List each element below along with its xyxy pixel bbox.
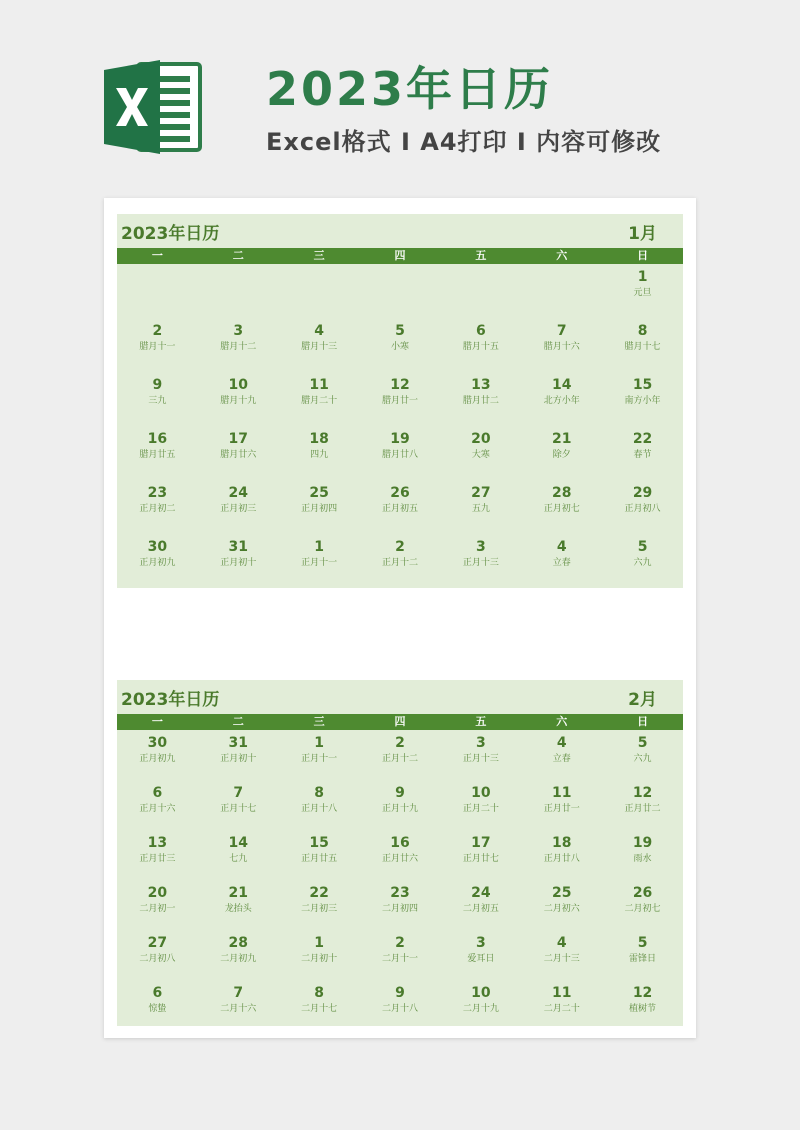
lunar-date: 正月廿二	[624, 804, 661, 814]
day-number: 10	[471, 985, 491, 1001]
weekday-label: 一	[151, 249, 163, 262]
lunar-date: 除夕	[552, 450, 571, 460]
lunar-date: 腊月十二	[220, 342, 257, 352]
day-number: 4	[556, 539, 567, 555]
lunar-date: 南方小年	[624, 396, 661, 406]
day-cell	[198, 430, 279, 484]
day-cell	[521, 984, 602, 1034]
day-cell	[198, 268, 279, 322]
page-subtitle: Excel格式 I A4打印 I 内容可修改	[266, 128, 662, 156]
day-cell	[117, 784, 198, 834]
day-number: 16	[390, 835, 410, 851]
day-cell	[602, 484, 683, 538]
day-number: 14	[228, 835, 249, 851]
day-cell	[279, 268, 360, 322]
day-cell	[360, 734, 441, 784]
day-cell	[360, 322, 441, 376]
day-cell	[440, 268, 521, 322]
weekday-label: 一	[151, 715, 163, 728]
day-cell	[279, 376, 360, 430]
lunar-date: 大寒	[471, 450, 490, 460]
day-number: 9	[395, 785, 405, 801]
lunar-date: 腊月十七	[624, 342, 661, 352]
day-number: 20	[147, 885, 168, 901]
day-number: 6	[152, 985, 163, 1001]
lunar-date: 二月初九	[220, 954, 257, 964]
day-cell	[198, 538, 279, 592]
day-cell	[117, 268, 198, 322]
day-number: 21	[228, 885, 249, 901]
day-number: 31	[228, 735, 249, 751]
lunar-date: 二月二十	[543, 1004, 580, 1014]
day-grid	[117, 264, 683, 592]
day-number: 12	[632, 985, 653, 1001]
lunar-date: 二月十九	[462, 1004, 499, 1014]
day-number: 9	[395, 985, 405, 1001]
calendar-title: 2023年日历	[121, 690, 220, 710]
day-cell	[360, 376, 441, 430]
day-number: 7	[233, 985, 244, 1001]
lunar-date: 二月十三	[543, 954, 580, 964]
day-number: 5	[637, 735, 648, 751]
weekday-header	[117, 714, 683, 730]
lunar-date: 正月十八	[301, 804, 338, 814]
day-cell	[117, 984, 198, 1034]
day-number: 2	[152, 323, 163, 339]
day-cell	[360, 430, 441, 484]
month-header	[117, 680, 683, 714]
lunar-date: 正月初十	[220, 754, 257, 764]
day-cell	[440, 322, 521, 376]
day-cell	[117, 884, 198, 934]
lunar-date: 正月廿一	[543, 804, 580, 814]
day-cell	[521, 376, 602, 430]
lunar-date: 雷锋日	[629, 954, 657, 964]
day-cell	[521, 834, 602, 884]
lunar-date: 三九	[148, 396, 167, 406]
lunar-date: 小寒	[390, 342, 409, 352]
lunar-date: 腊月廿六	[220, 450, 257, 460]
day-grid	[117, 730, 683, 1034]
lunar-date: 腊月廿一	[381, 396, 418, 406]
lunar-date: 龙抬头	[224, 904, 252, 914]
calendar-month	[117, 680, 683, 1026]
day-number: 8	[314, 985, 324, 1001]
lunar-date: 腊月廿二	[462, 396, 499, 406]
day-cell	[602, 268, 683, 322]
day-number: 26	[390, 485, 410, 501]
day-number: 20	[471, 431, 491, 447]
day-number: 11	[551, 785, 572, 801]
day-cell	[360, 784, 441, 834]
lunar-date: 正月廿七	[462, 854, 499, 864]
lunar-date: 元旦	[633, 288, 652, 298]
day-number: 26	[632, 885, 653, 901]
day-number: 30	[147, 539, 168, 555]
day-number: 18	[309, 431, 329, 447]
day-number: 24	[228, 485, 249, 501]
lunar-date: 正月十六	[139, 804, 176, 814]
lunar-date: 雨水	[633, 854, 652, 864]
lunar-date: 腊月廿五	[139, 450, 176, 460]
day-number: 28	[551, 485, 572, 501]
lunar-date: 立春	[552, 754, 571, 764]
day-number: 13	[147, 835, 168, 851]
day-number: 3	[475, 539, 486, 555]
lunar-date: 正月廿五	[301, 854, 338, 864]
lunar-date: 正月初五	[381, 504, 418, 514]
lunar-date: 二月初七	[624, 904, 661, 914]
lunar-date: 正月初九	[139, 754, 176, 764]
weekday-label: 三	[313, 715, 325, 728]
day-cell	[198, 484, 279, 538]
weekday-label: 日	[637, 249, 649, 262]
lunar-date: 五九	[471, 504, 490, 514]
day-cell	[198, 884, 279, 934]
day-cell	[360, 834, 441, 884]
day-number: 8	[637, 323, 648, 339]
day-number: 10	[228, 377, 249, 393]
day-number: 7	[233, 785, 244, 801]
lunar-date: 正月十三	[462, 754, 499, 764]
day-cell	[521, 484, 602, 538]
day-cell	[602, 984, 683, 1034]
weekday-label: 四	[394, 715, 406, 728]
day-cell	[440, 834, 521, 884]
day-cell	[602, 734, 683, 784]
lunar-date: 植树节	[629, 1004, 657, 1014]
day-number: 1	[314, 735, 324, 751]
lunar-date: 二月十七	[301, 1004, 338, 1014]
day-cell	[440, 734, 521, 784]
lunar-date: 腊月二十	[301, 396, 338, 406]
day-number: 11	[309, 377, 329, 393]
day-cell	[521, 934, 602, 984]
lunar-date: 立春	[552, 558, 571, 568]
lunar-date: 二月初三	[301, 904, 338, 914]
lunar-date: 正月十一	[301, 558, 338, 568]
day-cell	[117, 734, 198, 784]
excel-logo-icon	[104, 58, 204, 156]
day-number: 4	[314, 323, 324, 339]
weekday-label: 日	[637, 715, 649, 728]
lunar-date: 正月廿八	[543, 854, 580, 864]
day-cell	[279, 834, 360, 884]
day-cell	[602, 376, 683, 430]
day-cell	[440, 538, 521, 592]
calendar-title: 2023年日历	[121, 224, 220, 244]
day-number: 1	[637, 269, 648, 285]
weekday-label: 二	[232, 715, 244, 728]
day-cell	[521, 430, 602, 484]
day-cell	[198, 376, 279, 430]
day-number: 2	[395, 539, 405, 555]
day-cell	[521, 538, 602, 592]
day-cell	[279, 734, 360, 784]
day-cell	[602, 834, 683, 884]
day-number: 13	[471, 377, 491, 393]
day-number: 3	[233, 323, 244, 339]
day-cell	[117, 484, 198, 538]
day-cell	[198, 322, 279, 376]
day-cell	[521, 784, 602, 834]
lunar-date: 北方小年	[543, 396, 580, 406]
lunar-date: 二月十八	[381, 1004, 418, 1014]
day-cell	[602, 884, 683, 934]
day-cell	[440, 984, 521, 1034]
day-number: 31	[228, 539, 249, 555]
weekday-label: 四	[394, 249, 406, 262]
day-number: 10	[471, 785, 491, 801]
day-number: 24	[471, 885, 491, 901]
weekday-label: 三	[313, 249, 325, 262]
day-cell	[279, 484, 360, 538]
month-label: 2月	[628, 690, 657, 710]
lunar-date: 腊月十六	[543, 342, 580, 352]
day-number: 14	[551, 377, 572, 393]
lunar-date: 二月十六	[220, 1004, 257, 1014]
day-number: 12	[390, 377, 410, 393]
lunar-date: 六九	[633, 754, 652, 764]
day-number: 3	[475, 935, 486, 951]
day-cell	[602, 934, 683, 984]
day-number: 2	[395, 935, 405, 951]
day-cell	[279, 884, 360, 934]
lunar-date: 正月初七	[543, 504, 580, 514]
day-number: 8	[314, 785, 324, 801]
day-number: 1	[314, 539, 324, 555]
day-cell	[602, 430, 683, 484]
day-number: 3	[475, 735, 486, 751]
day-cell	[360, 884, 441, 934]
day-number: 25	[551, 885, 572, 901]
lunar-date: 六九	[633, 558, 652, 568]
lunar-date: 正月初八	[624, 504, 661, 514]
day-number: 27	[471, 485, 491, 501]
day-cell	[198, 984, 279, 1034]
lunar-date: 正月十三	[462, 558, 499, 568]
day-cell	[117, 430, 198, 484]
day-number: 1	[314, 935, 324, 951]
day-cell	[440, 430, 521, 484]
day-number: 5	[637, 539, 648, 555]
day-cell	[602, 538, 683, 592]
day-number: 23	[147, 485, 168, 501]
day-cell	[279, 934, 360, 984]
day-number: 4	[556, 735, 567, 751]
lunar-date: 正月初三	[220, 504, 257, 514]
day-number: 30	[147, 735, 168, 751]
day-cell	[117, 834, 198, 884]
lunar-date: 腊月十一	[139, 342, 176, 352]
day-number: 19	[390, 431, 410, 447]
day-number: 6	[152, 785, 163, 801]
day-number: 6	[475, 323, 486, 339]
day-cell	[440, 784, 521, 834]
lunar-date: 爱耳日	[467, 954, 495, 964]
lunar-date: 二月初八	[139, 954, 176, 964]
day-cell	[602, 784, 683, 834]
lunar-date: 二月初五	[462, 904, 499, 914]
day-cell	[440, 484, 521, 538]
day-number: 2	[395, 735, 405, 751]
lunar-date: 七九	[229, 854, 248, 864]
weekday-label: 五	[475, 249, 487, 262]
day-cell	[198, 934, 279, 984]
day-cell	[521, 734, 602, 784]
lunar-date: 正月初四	[301, 504, 338, 514]
day-cell	[117, 376, 198, 430]
day-number: 9	[152, 377, 163, 393]
day-number: 23	[390, 885, 410, 901]
day-cell	[279, 538, 360, 592]
lunar-date: 惊蛰	[148, 1004, 167, 1014]
day-cell	[360, 984, 441, 1034]
day-cell	[198, 834, 279, 884]
calendar-sheet	[104, 198, 696, 1038]
weekday-label: 五	[475, 715, 487, 728]
day-number: 17	[228, 431, 249, 447]
day-number: 7	[556, 323, 567, 339]
day-cell	[117, 934, 198, 984]
day-cell	[440, 934, 521, 984]
day-cell	[198, 734, 279, 784]
day-number: 15	[632, 377, 653, 393]
day-number: 19	[632, 835, 653, 851]
lunar-date: 二月初四	[381, 904, 418, 914]
day-cell	[360, 934, 441, 984]
day-cell	[521, 322, 602, 376]
day-cell	[440, 376, 521, 430]
day-cell	[279, 784, 360, 834]
lunar-date: 正月初九	[139, 558, 176, 568]
lunar-date: 四九	[310, 450, 329, 460]
day-number: 4	[556, 935, 567, 951]
day-cell	[117, 538, 198, 592]
day-number: 25	[309, 485, 329, 501]
lunar-date: 正月十一	[301, 754, 338, 764]
weekday-label: 六	[556, 249, 568, 262]
day-cell	[440, 884, 521, 934]
day-cell	[117, 322, 198, 376]
day-cell	[602, 322, 683, 376]
page-title: 2023年日历	[266, 62, 554, 116]
lunar-date: 二月初一	[139, 904, 176, 914]
day-number: 21	[551, 431, 572, 447]
lunar-date: 正月初十	[220, 558, 257, 568]
lunar-date: 二月初十	[301, 954, 338, 964]
day-number: 15	[309, 835, 329, 851]
lunar-date: 二月初六	[543, 904, 580, 914]
day-number: 5	[395, 323, 405, 339]
month-label: 1月	[628, 224, 657, 244]
lunar-date: 正月初二	[139, 504, 176, 514]
day-cell	[360, 484, 441, 538]
weekday-label: 六	[556, 715, 568, 728]
day-number: 29	[632, 485, 653, 501]
day-number: 22	[309, 885, 329, 901]
lunar-date: 正月十九	[381, 804, 418, 814]
month-header	[117, 214, 683, 248]
lunar-date: 正月廿六	[381, 854, 418, 864]
lunar-date: 正月十二	[381, 754, 418, 764]
day-number: 11	[551, 985, 572, 1001]
day-number: 22	[632, 431, 653, 447]
lunar-date: 正月二十	[462, 804, 499, 814]
day-cell	[360, 268, 441, 322]
day-number: 16	[147, 431, 168, 447]
lunar-date: 腊月廿八	[381, 450, 418, 460]
lunar-date: 正月廿三	[139, 854, 176, 864]
day-cell	[521, 884, 602, 934]
day-cell	[198, 784, 279, 834]
lunar-date: 腊月十五	[462, 342, 499, 352]
day-number: 28	[228, 935, 249, 951]
lunar-date: 正月十七	[220, 804, 257, 814]
lunar-date: 春节	[633, 450, 652, 460]
day-cell	[279, 984, 360, 1034]
day-cell	[279, 322, 360, 376]
lunar-date: 腊月十三	[301, 342, 338, 352]
calendar-month	[117, 214, 683, 588]
lunar-date: 腊月十九	[220, 396, 257, 406]
day-number: 5	[637, 935, 648, 951]
day-number: 12	[632, 785, 653, 801]
lunar-date: 二月十一	[381, 954, 418, 964]
lunar-date: 正月十二	[381, 558, 418, 568]
day-number: 17	[471, 835, 491, 851]
day-number: 18	[551, 835, 572, 851]
weekday-label: 二	[232, 249, 244, 262]
weekday-header	[117, 248, 683, 264]
page-header	[0, 0, 800, 190]
day-cell	[360, 538, 441, 592]
day-cell	[521, 268, 602, 322]
day-cell	[279, 430, 360, 484]
day-number: 27	[147, 935, 168, 951]
